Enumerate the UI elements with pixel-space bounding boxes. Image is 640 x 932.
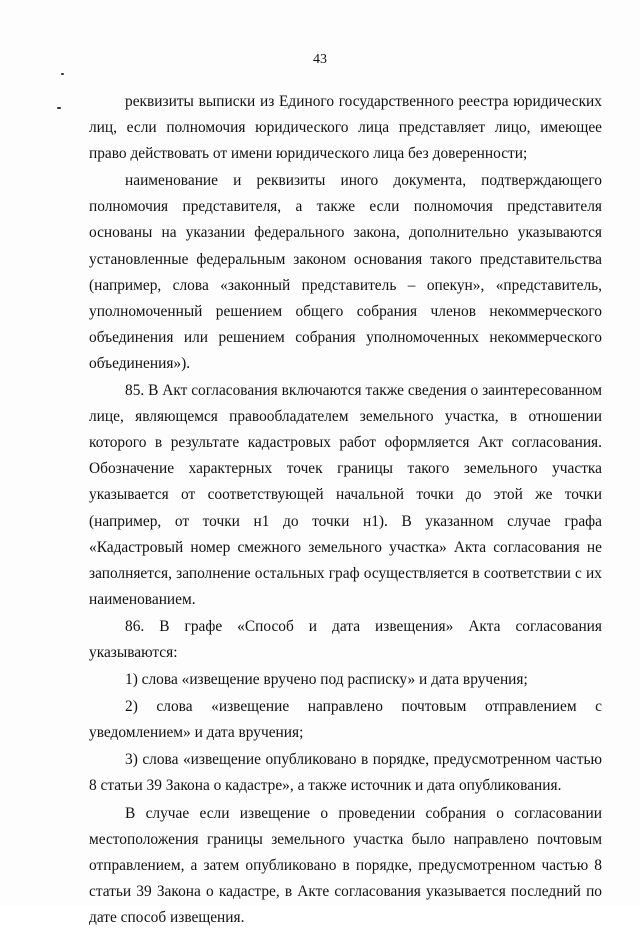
list-item-2: 2) слова «извещение направлено почтовым отправлением с уведомлением» и дата вручения; [89,698,602,742]
list-item-3: 3) слова «извещение опубликовано в порядке, предусмотренном частью 8 статьи 39 Закона о кадастре», а также источник и дата опубликования. [89,751,602,795]
list-item-1: 1) слова «извещение вручено под расписку» и дата вручения; [125,671,528,689]
scan-speck [57,107,61,109]
paragraph-last-notice: В случае если извещение о проведении собрания о согласовании местоположения границы земельного участка было направлено почтовым отправлением, а затем опубликовано в порядке, предусмотренном частью 8 статьи 39 Закона о кадастре, в Акте согласования указывается последний по дате способ извещения. [89,804,602,926]
paragraph-representative-document: наименование и реквизиты иного документа, подтверждающего полномочия представителя, а также если полномочия представителя основаны на указании федерального закона, дополнительно указываются установленные федеральным законом основания такого представительства (например, слова «законный представитель – опекун», «представитель, уполномоченный решением общего собрания членов некоммерческого объединения или решением собрания уполномоченных некоммерческого объединения»). [89,172,602,372]
page-number: 43 [313,52,327,67]
scan-speck [61,73,64,75]
paragraph-extract-requisites: реквизиты выписки из Единого государственного реестра юридических лиц, если полномочия юридического лица представляет лицо, имеющее право действовать от имени юридического лица без доверенности; [89,93,602,163]
paragraph-85: 85. В Акт согласования включаются также сведения о заинтересованном лице, являющемся правообладателем земельного участка, в отношении которого в результате кадастровых работ оформляется Акт согласования. Обозначение характерных точек границы такого земельного участка указывается от соответствующей начальной точки до этой же точки (например, от точки н1 до точки н1). В указанном случае графа «Кадастровый номер смежного земельного участка» Акта согласования не заполняется, заполнение остальных граф осуществляется в соответствии с их наименованием. [89,382,602,608]
document-body [89,89,602,932]
paragraph-86: 86. В графе «Способ и дата извещения» Акта согласования указываются: [89,617,602,661]
